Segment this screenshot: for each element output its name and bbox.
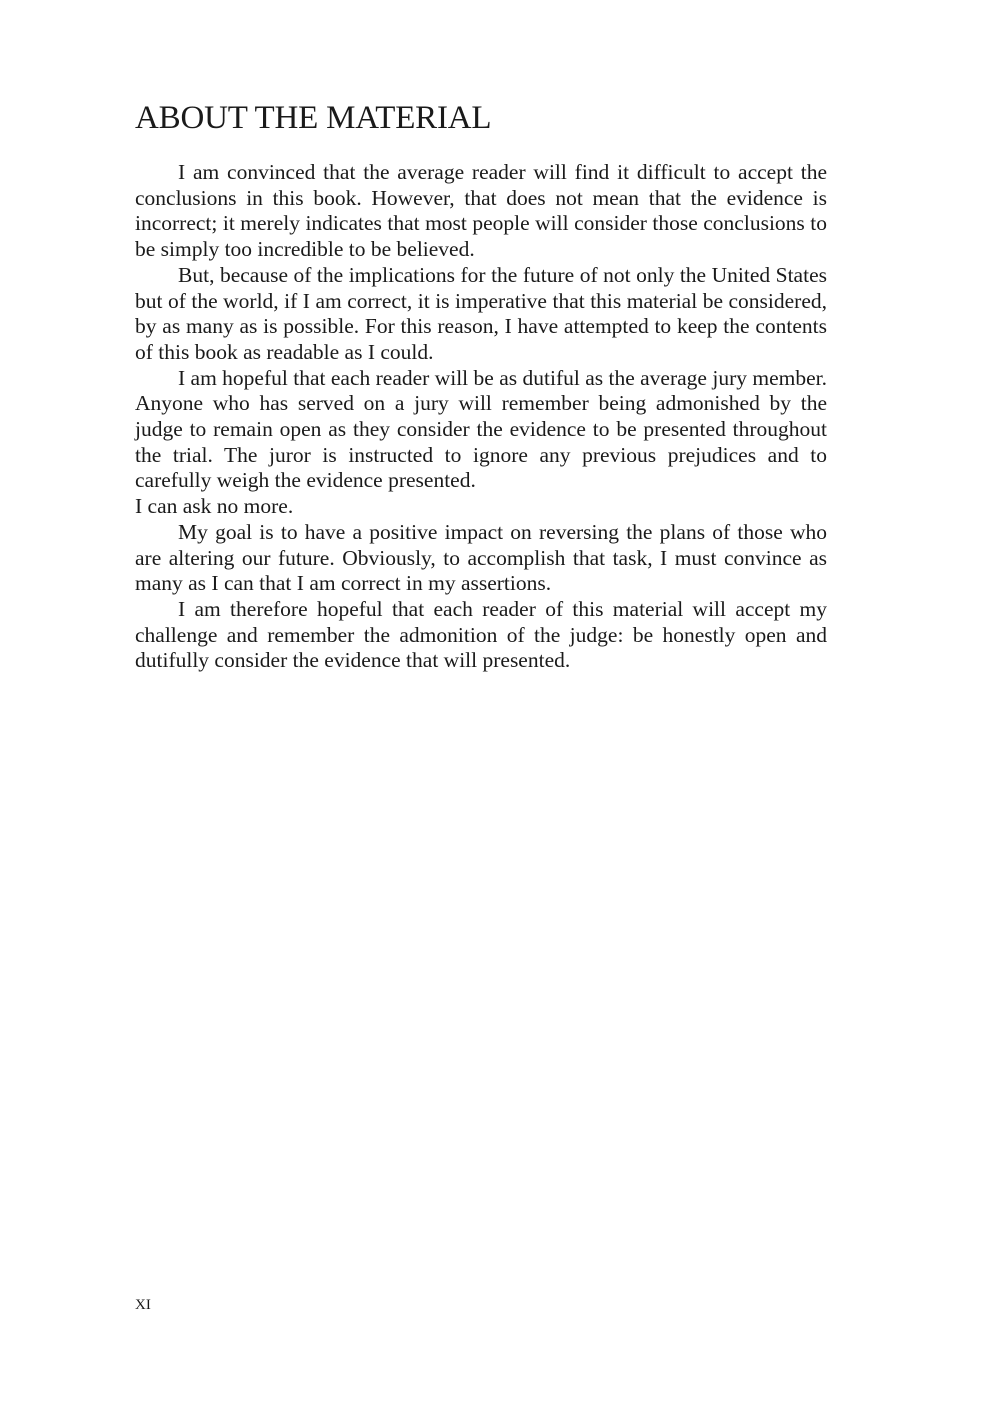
paragraph: But, because of the implications for the future of not only the United States but of the world, if I am correct, it is imperative that this material be considered, by as many as is possible. For this reason, I have attempted to keep the contents of this book as readable as I could. bbox=[135, 262, 827, 364]
body-text bbox=[135, 160, 827, 674]
paragraph: I am hopeful that each reader will be as dutiful as the average jury member. Anyone who has served on a jury will remember being admonished by the judge to remain open as they consider the evidence to be presented throughout the trial. The juror is instructed to ignore any previous prejudices and to carefully weigh the evidence presented. bbox=[135, 365, 827, 493]
chapter-heading: ABOUT THE MATERIAL bbox=[135, 100, 492, 136]
paragraph: I can ask no more. bbox=[135, 494, 294, 519]
paragraph: My goal is to have a positive impact on reversing the plans of those who are altering our future. Obviously, to accomplish that task, I must convince as many as I can that I am correct in my assertions. bbox=[135, 519, 827, 596]
page-number: XI bbox=[135, 1297, 151, 1313]
paragraph: I am therefore hopeful that each reader of this material will accept my challenge and remember the admonition of the judge: be honestly open and dutifully consider the evidence that will presented. bbox=[135, 596, 827, 673]
paragraph: I am convinced that the average reader will find it difficult to accept the conclusions in this book. However, that does not mean that the evidence is incorrect; it merely indicates that most people will consider those conclusions to be simply too incredible to be believed. bbox=[135, 160, 827, 262]
